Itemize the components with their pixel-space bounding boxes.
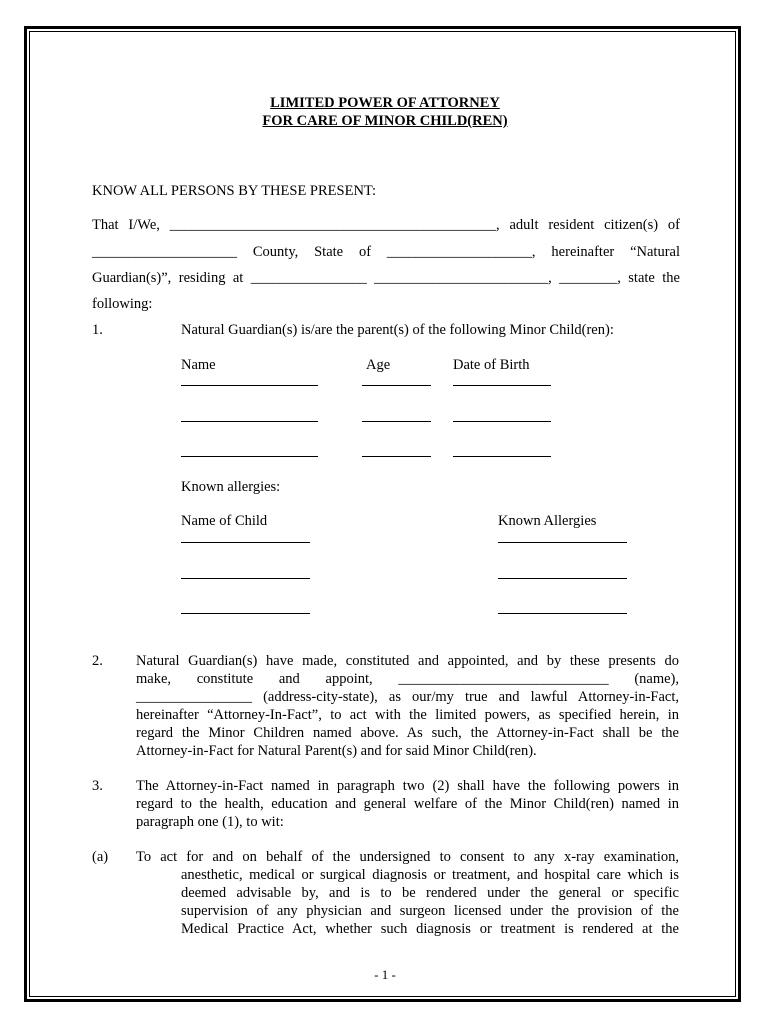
pa-number: (a) xyxy=(92,849,109,865)
p2-line3: ________________ (address-city-state), as our/my true and lawful Attorney-in-Fact, xyxy=(136,689,679,705)
p2-line6: Attorney-in-Fact for Natural Parent(s) and for said Minor Child(ren). xyxy=(136,743,537,759)
known-allergies-label: Known allergies: xyxy=(181,479,281,495)
allergy-child-blank xyxy=(181,578,310,579)
allergy-list-blank xyxy=(498,613,627,614)
child-dob-blank xyxy=(453,421,551,422)
pa-line5: Medical Practice Act, whether such diagnosis or treatment is rendered at the xyxy=(181,921,679,937)
header-name-of-child: Name of Child xyxy=(181,513,268,529)
header-name: Name xyxy=(181,357,216,373)
header-age: Age xyxy=(366,357,391,373)
intro-line4: following: xyxy=(92,296,153,312)
allergy-child-blank xyxy=(181,542,310,543)
p2-line1: Natural Guardian(s) have made, constituted and appointed, and by these presents do xyxy=(136,653,679,669)
p2-line5: regard the Minor Children named above. As such, the Attorney-in-Fact shall be the xyxy=(136,725,679,741)
allergy-list-blank xyxy=(498,578,627,579)
p1-text: Natural Guardian(s) is/are the parent(s) of the following Minor Child(ren): xyxy=(181,322,614,338)
p3-number: 3. xyxy=(92,778,103,794)
pa-line3: deemed advisable by, and is to be rendered under the general or specific xyxy=(181,885,679,901)
know-all-heading: KNOW ALL PERSONS BY THESE PRESENT: xyxy=(92,183,377,199)
allergy-list-blank xyxy=(498,542,627,543)
pa-line1: To act for and on behalf of the undersigned to consent to any x-ray examination, xyxy=(136,849,679,865)
child-age-blank xyxy=(362,456,431,457)
child-name-blank xyxy=(181,421,318,422)
p3-line1: The Attorney-in-Fact named in paragraph two (2) shall have the following powers in xyxy=(136,778,679,794)
page-number: - 1 - xyxy=(374,967,396,982)
intro-line1: That I/We, _____________________________________________, adult resident citizen(s) of xyxy=(92,217,680,233)
allergy-child-blank xyxy=(181,613,310,614)
pa-line4: supervision of any physician and surgeon licensed under the provision of the xyxy=(181,903,679,919)
intro-line3: Guardian(s)”, residing at ________________ ________________________, ________, state the xyxy=(92,270,680,286)
child-age-blank xyxy=(362,421,431,422)
header-dob: Date of Birth xyxy=(453,357,530,373)
p1-number: 1. xyxy=(92,322,103,338)
p3-line3: paragraph one (1), to wit: xyxy=(136,814,284,830)
doc-title-line1: LIMITED POWER OF ATTORNEY xyxy=(270,95,500,111)
child-name-blank xyxy=(181,456,318,457)
p2-line2: make, constitute and appoint, _____________________________ (name), xyxy=(136,671,679,687)
p2-line4: hereinafter “Attorney-In-Fact”, to act with the limited powers, as specified herein, in xyxy=(136,707,679,723)
p2-number: 2. xyxy=(92,653,103,669)
doc-title-line2: FOR CARE OF MINOR CHILD(REN) xyxy=(262,113,508,129)
child-age-blank xyxy=(362,385,431,386)
child-name-blank xyxy=(181,385,318,386)
pa-line2: anesthetic, medical or surgical diagnosis or treatment, and hospital care which is xyxy=(181,867,679,883)
child-dob-blank xyxy=(453,456,551,457)
child-dob-blank xyxy=(453,385,551,386)
intro-line2: ____________________ County, State of ____________________, hereinafter “Natural xyxy=(92,244,680,260)
header-known-allergies: Known Allergies xyxy=(498,513,597,529)
p3-line2: regard to the health, education and general welfare of the Minor Child(ren) named in xyxy=(136,796,679,812)
